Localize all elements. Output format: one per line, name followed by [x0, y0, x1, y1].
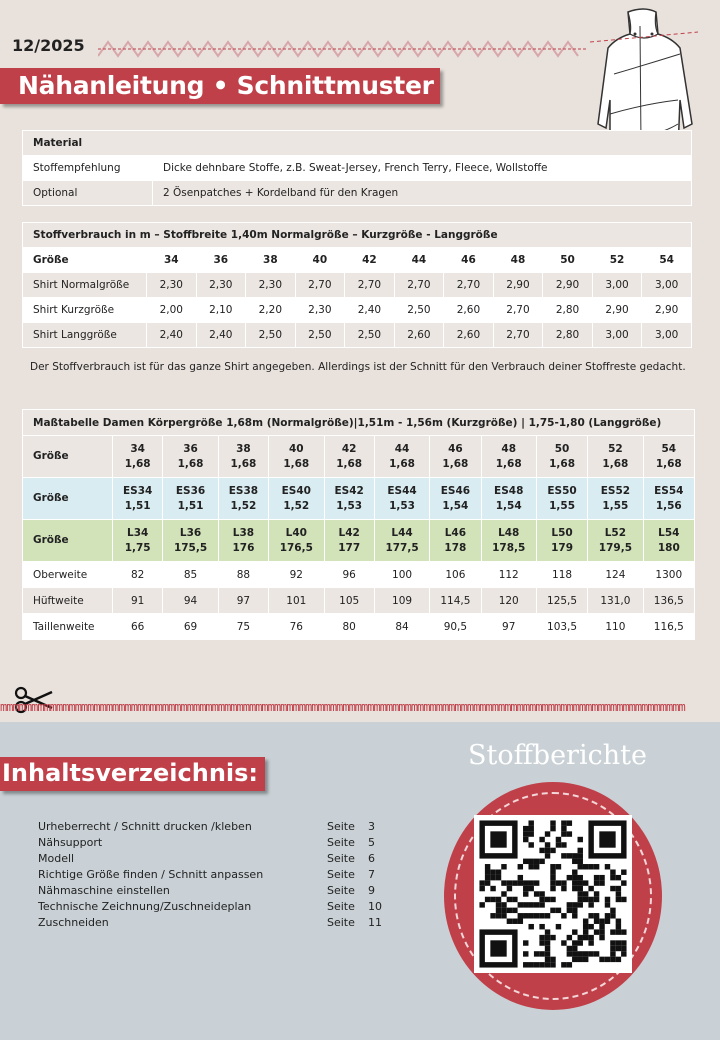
consumption-value: 2,90: [543, 273, 593, 298]
body-height: 1,68: [283, 457, 310, 470]
size-header: 42: [345, 248, 395, 273]
consumption-value: 2,30: [246, 273, 296, 298]
toc-page-word: Seite: [327, 868, 355, 881]
size-code: 40: [288, 442, 304, 455]
toc-page-word: Seite: [327, 820, 355, 833]
consumption-value: 2,50: [295, 323, 345, 348]
size-cell: [643, 436, 694, 478]
body-height: 1,68: [602, 457, 629, 470]
toc-page-number: 6: [368, 852, 375, 865]
page-title: Nähanleitung • Schnittmuster: [18, 71, 434, 100]
measure-value: 106: [430, 562, 481, 588]
size-label: Größe: [23, 248, 147, 273]
toc-page-number: 3: [368, 820, 375, 833]
size-cell: [113, 478, 163, 520]
size-code: ES46: [440, 484, 471, 497]
measure-value: 131,0: [588, 588, 643, 614]
consumption-value: 2,40: [147, 323, 197, 348]
size-cell: [481, 478, 536, 520]
size-code: ES36: [175, 484, 206, 497]
size-cell: [374, 520, 429, 562]
size-group-label: Größe: [23, 520, 113, 562]
size-cell: [374, 478, 429, 520]
size-code: L36: [179, 526, 202, 539]
size-cell: [481, 520, 536, 562]
consumption-value: 2,60: [444, 298, 494, 323]
body-height: 1,51: [124, 499, 151, 512]
body-height: 176,5: [279, 541, 313, 554]
size-cell: [430, 436, 481, 478]
body-height: 1,52: [283, 499, 310, 512]
measure-value: 109: [374, 588, 429, 614]
measure-value: 100: [374, 562, 429, 588]
measure-label: Taillenweite: [23, 614, 113, 640]
size-code: L52: [604, 526, 627, 539]
body-height: 1,53: [389, 499, 415, 512]
consumption-value: 2,40: [196, 323, 246, 348]
size-header: 44: [394, 248, 444, 273]
measure-value: 110: [588, 614, 643, 640]
consumption-row-label: Shirt Normalgröße: [23, 273, 147, 298]
toc-page-word: Seite: [327, 900, 355, 913]
measure-label: Oberweite: [23, 562, 113, 588]
size-cell: [163, 520, 218, 562]
measure-value: 136,5: [643, 588, 694, 614]
size-code: L54: [658, 526, 680, 539]
consumption-value: 2,70: [493, 298, 543, 323]
size-code: ES42: [334, 484, 364, 497]
toc-item[interactable]: [38, 820, 378, 836]
toc-item[interactable]: [38, 900, 382, 916]
size-code: 34: [130, 442, 145, 455]
size-header: 34: [147, 248, 197, 273]
size-code: ES38: [228, 484, 259, 497]
size-cell: [163, 436, 218, 478]
size-cell: [643, 478, 694, 520]
consumption-value: 2,10: [196, 298, 246, 323]
size-cell: [113, 520, 163, 562]
toc-title: Inhaltsverzeichnis:: [2, 759, 259, 787]
toc-page-word: Seite: [327, 916, 355, 929]
measure-value: 85: [163, 562, 218, 588]
size-code: 54: [661, 442, 677, 455]
size-code: 52: [608, 442, 623, 455]
body-height: 1,75: [124, 541, 151, 554]
toc-page-word: Seite: [327, 852, 355, 865]
size-code: ES40: [281, 484, 311, 497]
size-cell: [324, 520, 374, 562]
measure-value: 75: [218, 614, 268, 640]
size-code: ES52: [600, 484, 631, 497]
size-code: 46: [448, 442, 463, 455]
body-height: 1,54: [495, 499, 522, 512]
consumption-value: 2,00: [147, 298, 197, 323]
body-height: 177,5: [385, 541, 419, 554]
size-cell: [588, 436, 643, 478]
body-height: 1,54: [442, 499, 469, 512]
measure-value: 118: [536, 562, 587, 588]
body-height: 1,53: [336, 499, 363, 512]
size-group-label: Größe: [23, 436, 113, 478]
size-header: 50: [543, 248, 593, 273]
body-height: 176: [232, 541, 255, 554]
measure-value: 112: [481, 562, 536, 588]
consumption-value: 2,80: [543, 298, 593, 323]
size-cell: [536, 520, 587, 562]
consumption-row-label: Shirt Kurzgröße: [23, 298, 147, 323]
size-cell: [218, 478, 268, 520]
size-code: L38: [232, 526, 255, 539]
toc-item-title: Richtige Größe finden / Schnitt anpassen: [38, 868, 264, 881]
body-height: 1,68: [442, 457, 469, 470]
size-code: 36: [183, 442, 198, 455]
size-code: ES54: [654, 484, 684, 497]
consumption-value: 2,30: [295, 298, 345, 323]
measure-value: 82: [113, 562, 163, 588]
consumption-row-label: Shirt Langgröße: [23, 323, 147, 348]
consumption-value: 2,90: [592, 298, 642, 323]
measure-value: 97: [218, 588, 268, 614]
size-code: 48: [501, 442, 517, 455]
consumption-value: 2,30: [147, 273, 197, 298]
body-height: 179,5: [598, 541, 632, 554]
body-height: 178,5: [492, 541, 526, 554]
consumption-value: 2,20: [246, 298, 296, 323]
zigzag-stitch-decoration: [98, 38, 588, 62]
material-value: Dicke dehnbare Stoffe, z.B. Sweat-Jersey, French Terry, Fleece, Wollstoffe: [153, 156, 692, 181]
size-cell: [269, 478, 324, 520]
toc-item-title: Nähmaschine einstellen: [38, 884, 170, 897]
size-table: [22, 409, 695, 640]
size-code: 44: [394, 442, 410, 455]
toc-page-number: 5: [368, 836, 375, 849]
material-table: [22, 130, 692, 206]
size-code: L40: [285, 526, 307, 539]
toc-item[interactable]: [38, 884, 378, 900]
issue-date: 12/2025: [12, 36, 85, 55]
size-cell: [324, 478, 374, 520]
consumption-value: 2,40: [345, 298, 395, 323]
stitch-line-decoration: mmmmmmmmmmmmmmmmmmmmmmmmmmmmmmmmmmmmmmmmmmmmmmmmmmmmmmmmmmmmmmmmmmmmmmmmmmmmmmmmmmmmmmmmmmmmmmmmmmmmmmmmmmmmmm: [0, 700, 685, 714]
consumption-title: Stoffverbrauch in m – Stoffbreite 1,40m Normalgröße – Kurzgröße - Langgröße: [23, 223, 692, 248]
measure-value: 103,5: [536, 614, 587, 640]
size-header: 38: [246, 248, 296, 273]
consumption-value: 2,70: [345, 273, 395, 298]
consumption-value: 2,70: [394, 273, 444, 298]
size-cell: [588, 478, 643, 520]
consumption-value: 2,90: [493, 273, 543, 298]
measure-value: 69: [163, 614, 218, 640]
material-label: Stoffempfehlung: [23, 156, 153, 181]
measure-value: 80: [324, 614, 374, 640]
measure-label: Hüftweite: [23, 588, 113, 614]
size-cell: [113, 436, 163, 478]
body-height: 1,52: [230, 499, 257, 512]
toc-item-title: Modell: [38, 852, 75, 865]
size-code: L50: [551, 526, 573, 539]
consumption-value: 2,50: [246, 323, 296, 348]
measure-value: 96: [324, 562, 374, 588]
consumption-value: 2,70: [295, 273, 345, 298]
consumption-value: 2,60: [394, 323, 444, 348]
size-code: ES48: [494, 484, 524, 497]
consumption-value: 2,60: [444, 323, 494, 348]
measure-value: 124: [588, 562, 643, 588]
consumption-value: 3,00: [642, 323, 692, 348]
consumption-value: 2,70: [444, 273, 494, 298]
toc-page-number: 10: [368, 900, 382, 913]
consumption-value: 2,50: [394, 298, 444, 323]
body-height: 1,68: [655, 457, 682, 470]
toc-page-number: 9: [368, 884, 375, 897]
consumption-value: 2,90: [642, 298, 692, 323]
measure-value: 116,5: [643, 614, 694, 640]
material-value: 2 Ösenpatches + Kordelband für den Kragen: [153, 181, 692, 206]
consumption-note: Der Stoffverbrauch ist für das ganze Shirt angegeben. Allerdings ist der Schnitt für den Verbrauch deiner Stoffreste gedacht.: [30, 361, 686, 373]
consumption-value: 3,00: [642, 273, 692, 298]
measure-value: 125,5: [536, 588, 587, 614]
measure-value: 94: [163, 588, 218, 614]
body-height: 1,68: [230, 457, 257, 470]
size-code: 42: [341, 442, 357, 455]
size-cell: [481, 436, 536, 478]
size-cell: [588, 520, 643, 562]
measure-value: 1300: [643, 562, 694, 588]
body-height: 178: [444, 541, 467, 554]
toc-item-title: Zuschneiden: [38, 916, 109, 929]
toc-item[interactable]: [38, 868, 378, 884]
toc-item-title: Nähsupport: [38, 836, 103, 849]
toc-item[interactable]: [38, 836, 378, 852]
size-cell: [324, 436, 374, 478]
body-height: 1,68: [124, 457, 151, 470]
body-height: 175,5: [173, 541, 208, 554]
size-cell: [374, 436, 429, 478]
material-label: Optional: [23, 181, 153, 206]
body-height: 1,55: [602, 499, 629, 512]
size-header: 40: [295, 248, 345, 273]
measure-value: 101: [269, 588, 324, 614]
size-cell: [643, 520, 694, 562]
body-height: 180: [657, 541, 680, 554]
body-height: 177: [338, 541, 361, 554]
size-code: ES44: [387, 484, 417, 497]
size-header: 36: [196, 248, 246, 273]
size-cell: [218, 520, 268, 562]
toc-page-word: Seite: [327, 884, 355, 897]
body-height: 1,68: [177, 457, 204, 470]
size-code: 50: [554, 442, 570, 455]
size-code: L48: [498, 526, 520, 539]
toc-page-number: 11: [368, 916, 382, 929]
consumption-value: 2,80: [543, 323, 593, 348]
toc-banner: [0, 757, 265, 791]
measure-value: 76: [269, 614, 324, 640]
size-code: L46: [444, 526, 467, 539]
consumption-value: 2,70: [493, 323, 543, 348]
qr-code[interactable]: [474, 815, 632, 973]
toc-list: [38, 820, 382, 932]
measure-value: 97: [481, 614, 536, 640]
size-table-title: Maßtabelle Damen Körpergröße 1,68m (Normalgröße)|1,51m - 1,56m (Kurzgröße) | 1,75-1,80 (Langgröße): [23, 410, 695, 436]
measure-value: 90,5: [430, 614, 481, 640]
size-cell: [430, 478, 481, 520]
size-code: L42: [338, 526, 360, 539]
body-height: 179: [551, 541, 574, 554]
size-cell: [269, 520, 324, 562]
body-height: 1,55: [549, 499, 576, 512]
toc-item[interactable]: [38, 852, 378, 868]
size-header: 54: [642, 248, 692, 273]
measure-value: 114,5: [430, 588, 481, 614]
size-cell: [536, 436, 587, 478]
toc-page-number: 7: [368, 868, 375, 881]
size-header: 48: [493, 248, 543, 273]
size-code: ES34: [122, 484, 153, 497]
body-height: 1,68: [389, 457, 415, 470]
size-header: 52: [592, 248, 642, 273]
size-code: L44: [391, 526, 413, 539]
promo-label: Stoffberichte: [468, 740, 647, 771]
measure-value: 105: [324, 588, 374, 614]
size-cell: [536, 478, 587, 520]
measure-value: 88: [218, 562, 268, 588]
size-cell: [218, 436, 268, 478]
measure-value: 84: [374, 614, 429, 640]
measure-value: 91: [113, 588, 163, 614]
size-cell: [269, 436, 324, 478]
size-code: L34: [127, 526, 149, 539]
size-group-label: Größe: [23, 478, 113, 520]
measure-value: 120: [481, 588, 536, 614]
toc-item-title: Technische Zeichnung/Zuschneideplan: [38, 900, 252, 913]
size-cell: [430, 520, 481, 562]
toc-item-title: Urheberrecht / Schnitt drucken /kleben: [38, 820, 252, 833]
size-header: 46: [444, 248, 494, 273]
fabric-consumption-table: [22, 222, 692, 348]
consumption-value: 2,50: [345, 323, 395, 348]
body-height: 1,51: [177, 499, 204, 512]
toc-item[interactable]: [38, 916, 382, 932]
size-code: ES50: [547, 484, 577, 497]
toc-page-word: Seite: [327, 836, 355, 849]
consumption-value: 3,00: [592, 273, 642, 298]
material-title: Material: [23, 131, 692, 156]
body-height: 1,68: [549, 457, 576, 470]
measure-value: 92: [269, 562, 324, 588]
body-height: 1,68: [336, 457, 363, 470]
consumption-value: 2,30: [196, 273, 246, 298]
body-height: 1,56: [655, 499, 682, 512]
consumption-value: 3,00: [592, 323, 642, 348]
measure-value: 66: [113, 614, 163, 640]
size-code: 38: [236, 442, 251, 455]
body-height: 1,68: [495, 457, 522, 470]
size-cell: [163, 478, 218, 520]
title-banner: [0, 68, 440, 104]
